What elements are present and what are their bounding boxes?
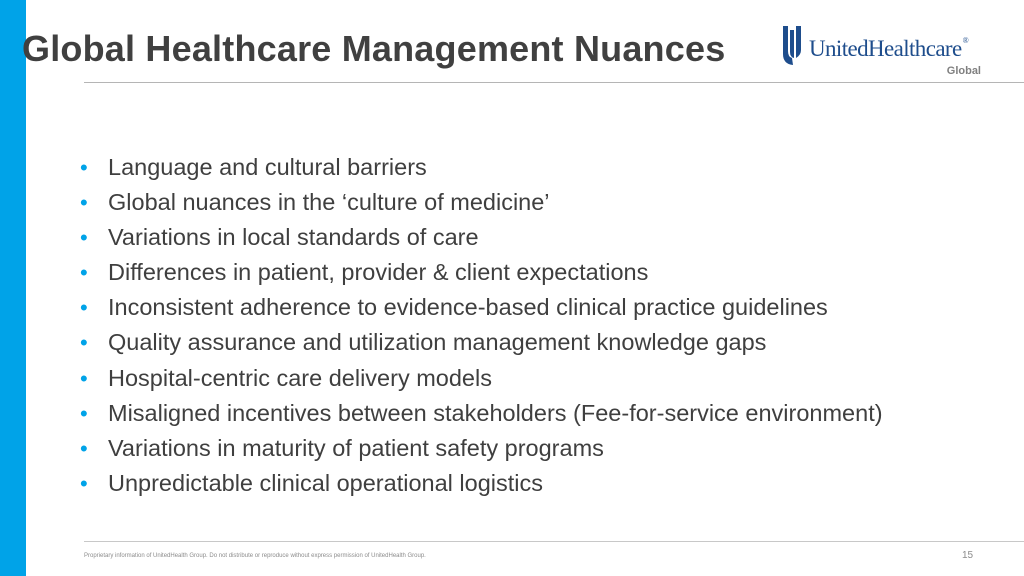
bullet-text: Inconsistent adherence to evidence-based clinical practice guidelines bbox=[108, 294, 828, 321]
bullet-item bbox=[80, 325, 883, 360]
accent-bar bbox=[0, 0, 26, 576]
bullet-dot-icon: • bbox=[80, 260, 88, 286]
bullet-item bbox=[80, 185, 883, 220]
bullet-dot-icon: • bbox=[80, 295, 88, 321]
bullet-dot-icon: • bbox=[80, 190, 88, 216]
page-number: 15 bbox=[962, 550, 974, 561]
bullet-item bbox=[80, 431, 883, 466]
footer-divider bbox=[84, 541, 1024, 542]
logo-subtitle: Global bbox=[946, 65, 981, 77]
bullet-text: Hospital-centric care delivery models bbox=[108, 364, 492, 391]
bullet-dot-icon: • bbox=[80, 330, 88, 356]
bullet-text: Differences in patient, provider & client expectations bbox=[108, 259, 649, 286]
slide-title: Global Healthcare Management Nuances bbox=[22, 28, 726, 69]
bullet-item bbox=[80, 150, 883, 185]
bullet-text: Unpredictable clinical operational logistics bbox=[108, 469, 543, 496]
bullet-dot-icon: • bbox=[80, 470, 88, 496]
bullet-dot-icon: • bbox=[80, 435, 88, 461]
bullet-text: Variations in local standards of care bbox=[108, 224, 479, 251]
bullet-dot-icon: • bbox=[80, 400, 88, 426]
footer-disclaimer: Proprietary information of UnitedHealth Group. Do not distribute or reproduce without express permission of UnitedHealth Group. bbox=[84, 553, 426, 559]
bullet-text: Misaligned incentives between stakeholders (Fee-for-service environment) bbox=[108, 399, 883, 426]
logo-name: UnitedHealthcare bbox=[809, 36, 962, 61]
bullet-dot-icon: • bbox=[80, 155, 88, 180]
company-logo bbox=[781, 24, 983, 80]
bullet-text: Global nuances in the ‘culture of medicine’ bbox=[108, 189, 550, 216]
bullet-item bbox=[80, 255, 883, 290]
registered-mark: ® bbox=[962, 36, 969, 45]
bullet-list bbox=[80, 150, 883, 501]
bullet-item bbox=[80, 361, 883, 396]
bullet-text: Quality assurance and utilization management knowledge gaps bbox=[108, 329, 767, 356]
bullet-text: Language and cultural barriers bbox=[108, 154, 427, 180]
bullet-dot-icon: • bbox=[80, 225, 88, 251]
bullet-text: Variations in maturity of patient safety programs bbox=[108, 434, 604, 461]
logo-wordmark bbox=[809, 36, 968, 62]
bullet-item bbox=[80, 220, 883, 255]
bullet-item bbox=[80, 290, 883, 325]
bullet-dot-icon: • bbox=[80, 365, 88, 391]
shield-logo-icon bbox=[781, 24, 803, 66]
bullet-item bbox=[80, 396, 883, 431]
header-divider bbox=[84, 82, 1024, 83]
bullet-item bbox=[80, 466, 883, 501]
